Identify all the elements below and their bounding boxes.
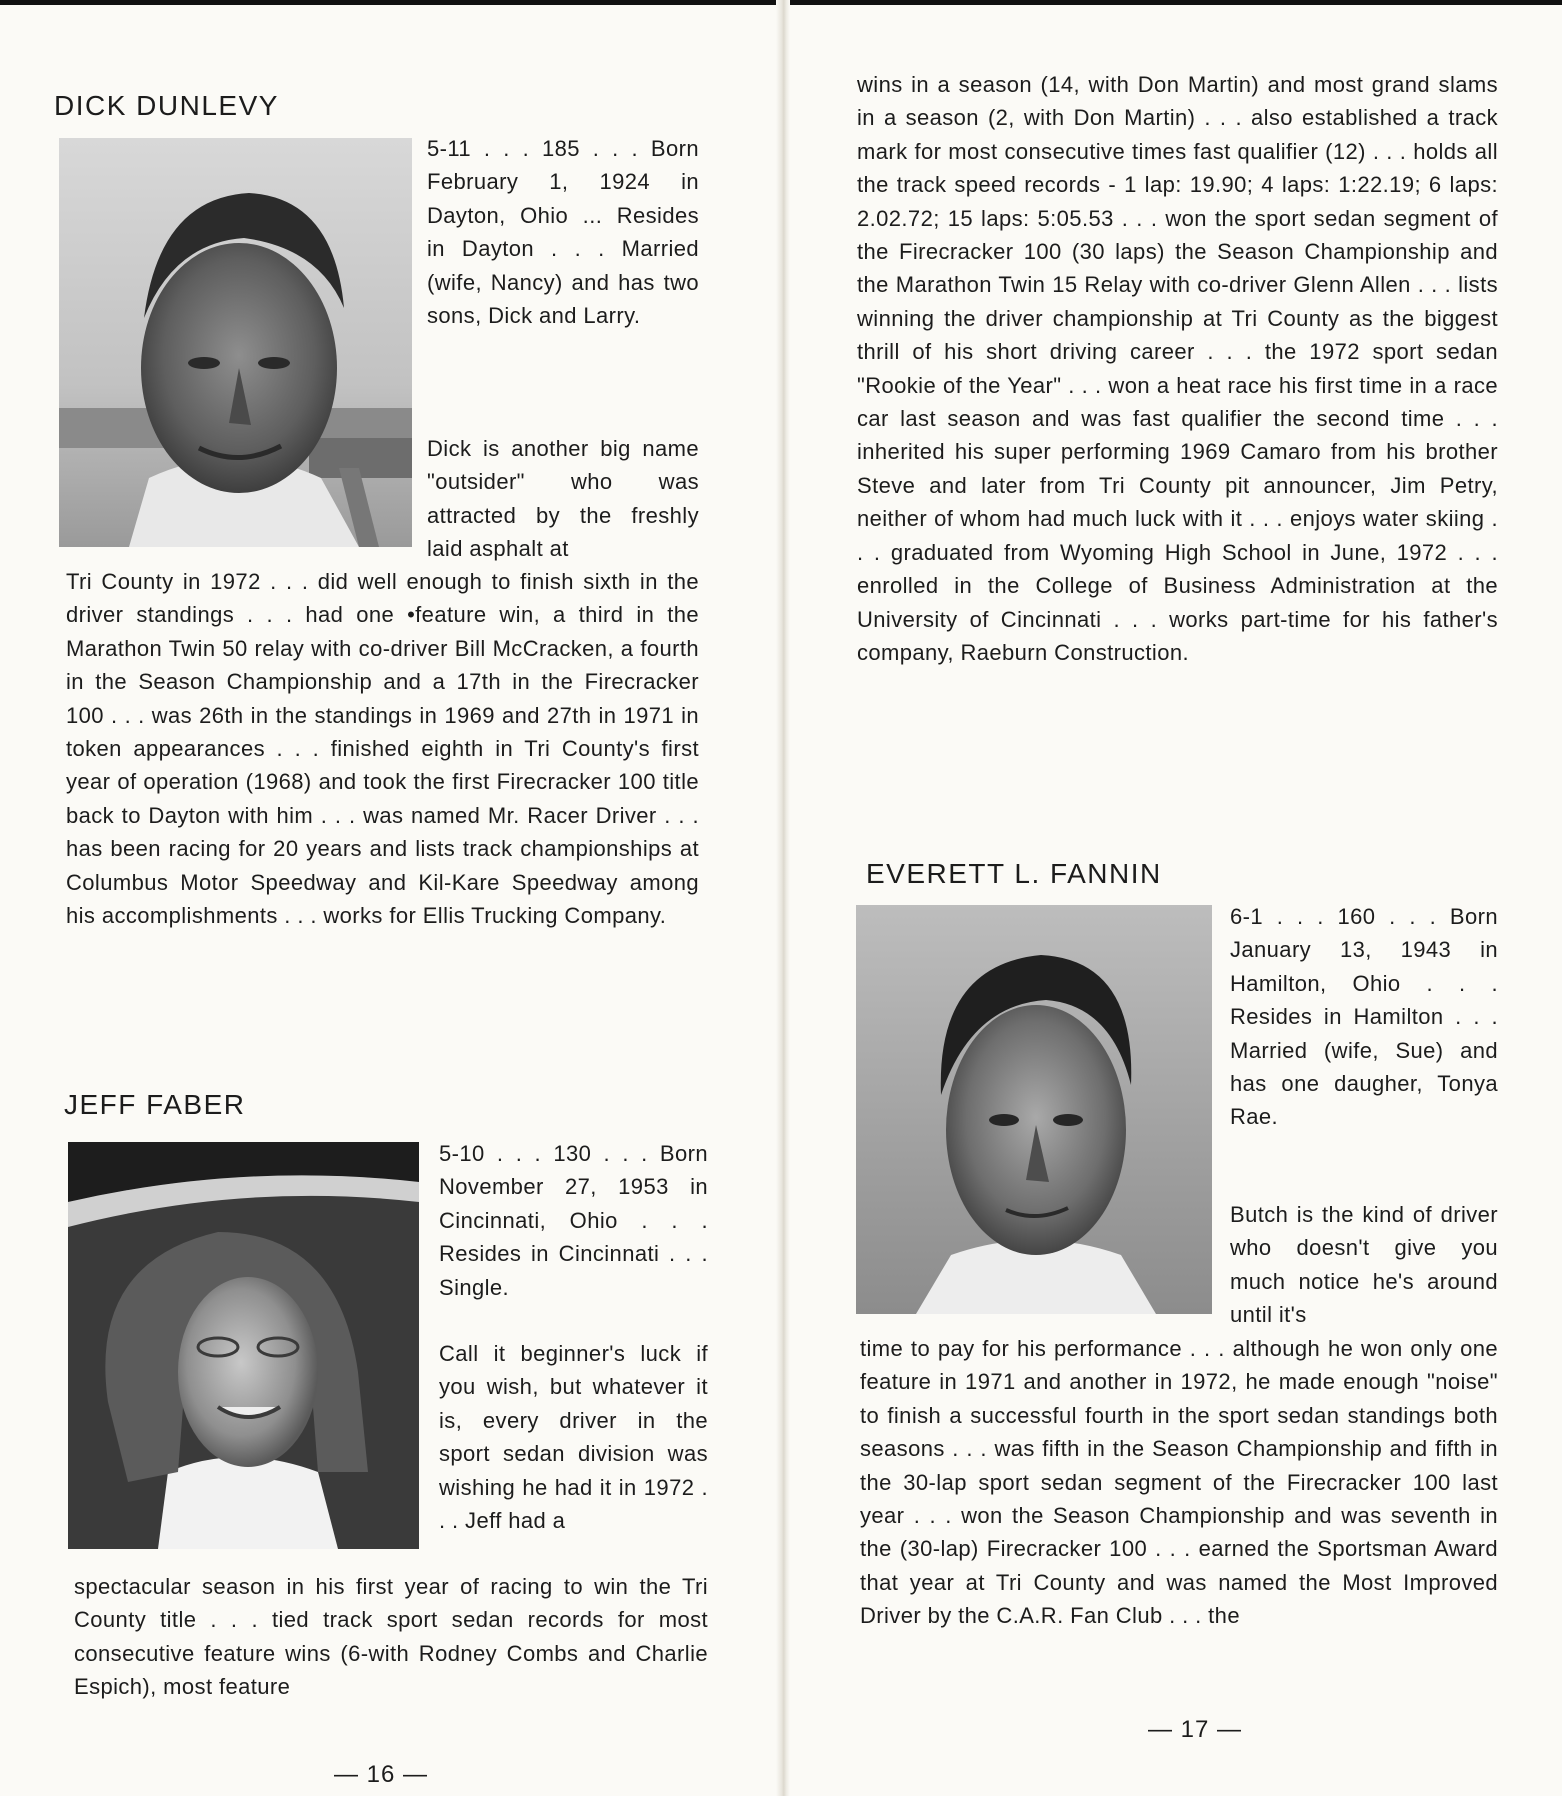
driver-name-fannin: EVERETT L. FANNIN — [866, 858, 1162, 889]
book-spine — [776, 0, 790, 1796]
photo-jeff-faber — [68, 1142, 419, 1549]
fannin-bio: time to pay for his performance . . . although he won only one feature in 1971 and another in 1972, he made enough "noise" to finish a successful fourth in the sport sedan standings both seasons . . . was fifth in the Season Championship and fifth in the 30-lap sport sedan segment of the Firecracker 100 last year . . . won the Season Championship and was seventh in the (30-lap) Firecracker 100 . . . earned the Sportsman Award that year at Tri County and was named the Most Improved Driver by the C.A.R. Fan Club . . . the — [860, 1336, 1498, 1629]
page-number-16: — 16 — — [334, 1761, 429, 1788]
photo-everett-fannin — [856, 905, 1212, 1314]
faber-bio-continued: wins in a season (14, with Don Martin) and most grand slams in a season (2, with Don Martin) . . . also established a track mark for most consecutive times fast qualifier (12) . . . holds all the track speed records - 1 lap: 19.90; 4 laps: 1:22.19; 6 laps: 2.02.72; 15 laps: 5:05.53 . . . won the sport sedan segment of the Firecracker 100 (30 laps) the Season Championship and the Marathon Twin 15 Relay with co-driver Glenn Allen . . . lists winning the driver championship at Tri County as the biggest thrill of his short driving career . . . the 1972 sport sedan "Rookie of the Year" . . . won a heat race his first time in a race car last season and was fast qualifier the second time . . . inherited his super performing 1969 Camaro from his brother Steve and later from Tri County pit announcer, Jim Petry, neither of whom had much luck with it . . . enjoys water skiing . . . graduated from Wyoming High School in June, 1972 . . . enrolled in the College of Business Administration at the University of Cincinnati . . . works part-time for his father's company, Raeburn Construction. — [857, 72, 1498, 665]
dunlevy-vitals: 5-11 . . . 185 . . . Born February 1, 1924 in Dayton, Ohio ... Resides in Dayton . . . Married (wife, Nancy) and has two sons, Dick and Larry. — [427, 136, 699, 329]
dunlevy-bio: Tri County in 1972 . . . did well enough to finish sixth in the driver standings . . . had one •feature win, a third in the Marathon Twin 50 relay with co-driver Bill McCracken, a fourth in the Season Championship and a 17th in the Firecracker 100 . . . was 26th in the standings in 1969 and 27th in 1971 in token appearances . . . finished eighth in Tri County's first year of operation (1968) and took the first Firecracker 100 title back to Dayton with him . . . was named Mr. Racer Driver . . . has been racing for 20 years and lists track championships at Columbus Motor Speedway and Kil-Kare Speedway among his accomplishments . . . works for Ellis Trucking Company. — [66, 569, 699, 929]
faber-vitals: 5-10 . . . 130 . . . Born November 27, 1953 in Cincinnati, Ohio . . . Resides in Cincinnati . . . Single. — [439, 1141, 708, 1300]
page-16 — [0, 0, 776, 1796]
fannin-vitals: 6-1 . . . 160 . . . Born January 13, 1943 in Hamilton, Ohio . . . Resides in Hamilton . . . Married (wife, Sue) and has one daugher, Tonya Rae. — [1230, 904, 1498, 1130]
driver-name-dunlevy: DICK DUNLEVY — [54, 90, 279, 121]
faber-bio: spectacular season in his first year of racing to win the Tri County title . . . tied track sport sedan records for most consecutive feature wins (6-with Rodney Combs and Charlie Espich), most feature — [74, 1574, 708, 1700]
page-number-17: — 17 — — [1148, 1716, 1243, 1743]
dunlevy-bio-intro: Dick is another big name "outsider" who was attracted by the freshly laid asphalt at — [427, 436, 699, 562]
photo-dick-dunlevy — [59, 138, 412, 547]
page-17 — [790, 0, 1562, 1796]
driver-name-faber: JEFF FABER — [64, 1089, 246, 1120]
fannin-bio-intro: Butch is the kind of driver who doesn't give you much notice he's around until it's — [1230, 1202, 1498, 1328]
faber-bio-intro: Call it beginner's luck if you wish, but whatever it is, every driver in the sport sedan division was wishing he had it in 1972 . . . Jeff had a — [439, 1341, 708, 1534]
